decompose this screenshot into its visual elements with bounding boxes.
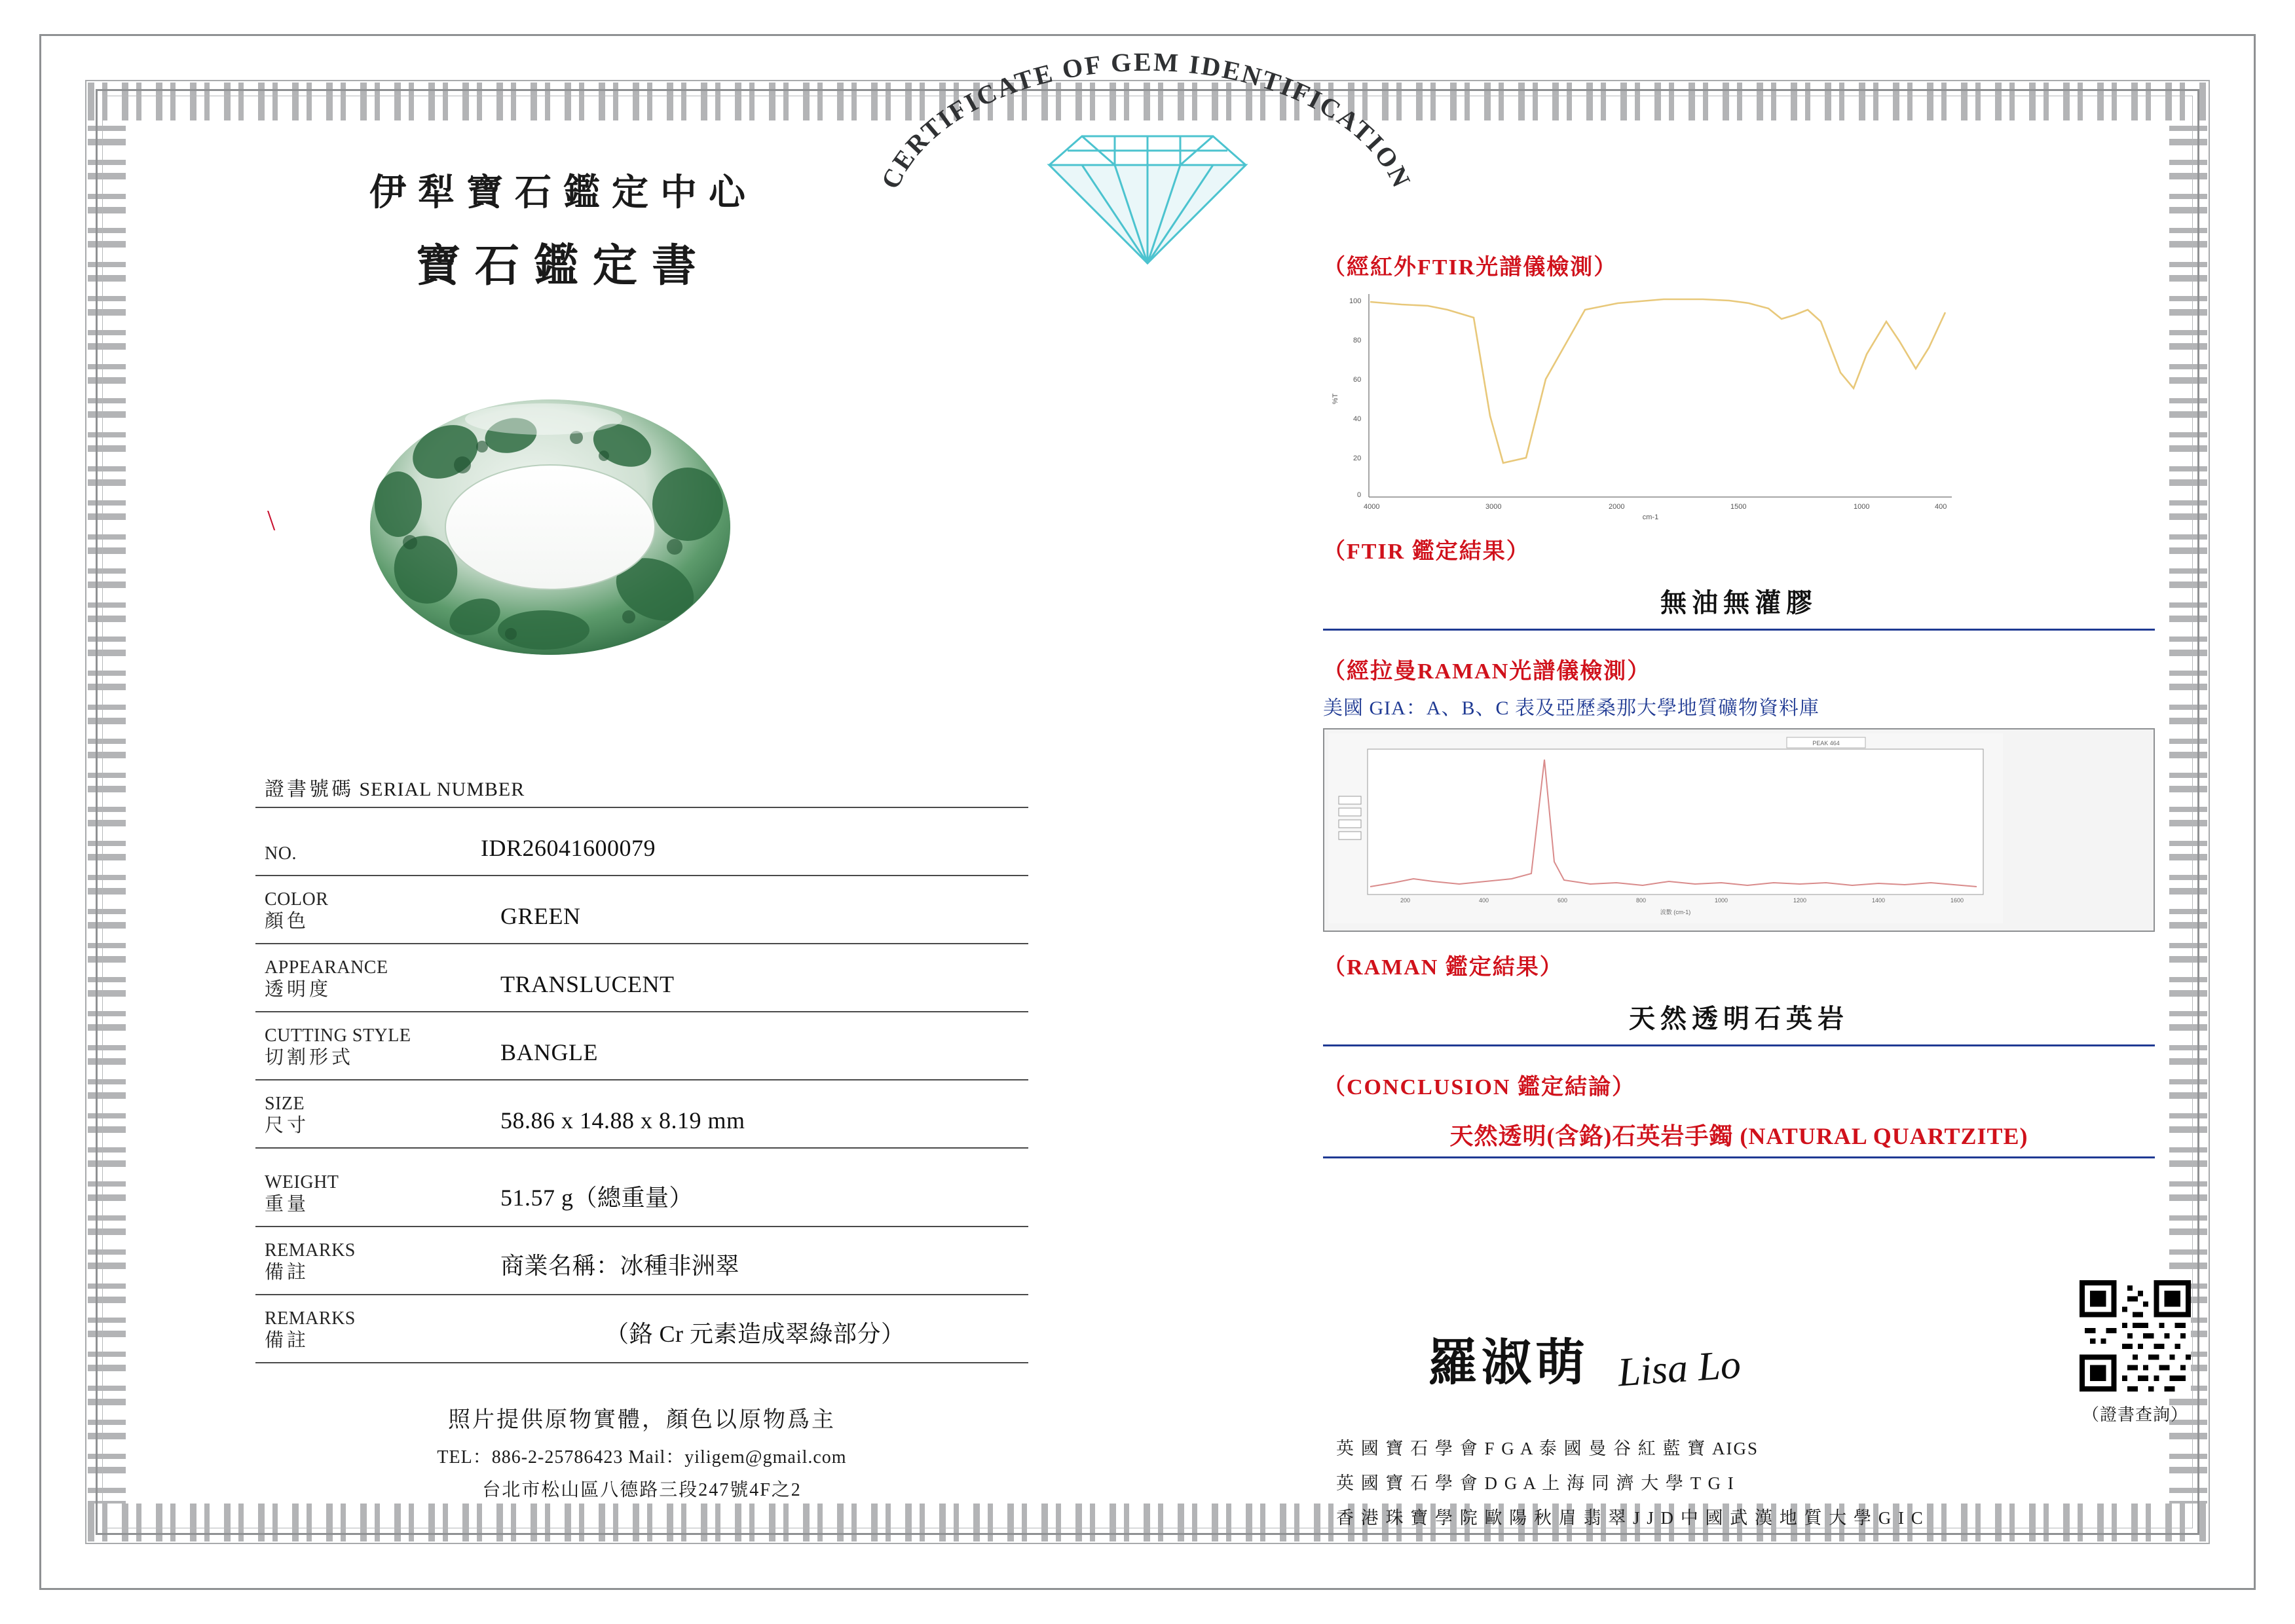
credentials-block — [1336, 1434, 2096, 1538]
ftir-spectrum-chart — [1323, 281, 1978, 530]
ftir-divider — [1323, 629, 2155, 631]
svg-text:400: 400 — [1479, 897, 1489, 904]
svg-text:1200: 1200 — [1793, 897, 1807, 904]
svg-text:1400: 1400 — [1872, 897, 1886, 904]
row-label-cn: 切割形式 — [265, 1046, 354, 1068]
row-value: IDR26041600079 — [481, 835, 656, 861]
svg-text:1000: 1000 — [1715, 897, 1728, 904]
raman-result-title: （RAMAN 鑑定結果） — [1323, 955, 1563, 980]
gem-details-table — [255, 773, 1028, 1363]
signature-chinese: 羅淑萌 — [1428, 1336, 1589, 1391]
svg-text:3000: 3000 — [1485, 503, 1502, 511]
row-label-cn: 重量 — [265, 1193, 310, 1215]
diamond-icon — [1043, 124, 1252, 268]
svg-text:80: 80 — [1353, 337, 1362, 344]
table-row — [255, 1149, 1028, 1227]
svg-text:400: 400 — [1935, 503, 1947, 511]
raman-divider — [1323, 1044, 2155, 1046]
svg-text:2000: 2000 — [1609, 503, 1625, 511]
svg-text:60: 60 — [1353, 376, 1362, 384]
row-label-en: SIZE — [265, 1093, 305, 1114]
certificate-lookup[interactable] — [2070, 1280, 2201, 1426]
analysis-column — [1323, 249, 2155, 1158]
row-label-en: REMARKS — [265, 1308, 356, 1329]
qr-caption: （證書查詢） — [2081, 1405, 2188, 1424]
row-label-en: WEIGHT — [265, 1172, 339, 1192]
table-row — [255, 1295, 1028, 1363]
svg-text:100: 100 — [1349, 297, 1362, 305]
certificate-title-block — [216, 164, 910, 294]
svg-text:cm-1: cm-1 — [1642, 513, 1659, 521]
gem-photo — [347, 373, 753, 688]
credential-line: 英 國 寶 石 學 會 D G A 上 海 同 濟 大 學 T G I — [1336, 1473, 1735, 1493]
svg-text:600: 600 — [1558, 897, 1568, 904]
svg-text:40: 40 — [1353, 415, 1362, 423]
row-label — [255, 843, 481, 871]
row-value: BANGLE — [500, 1039, 598, 1065]
serial-number-header — [255, 773, 1028, 807]
svg-text:1600: 1600 — [1950, 897, 1964, 904]
ftir-result-title: （FTIR 鑑定結果） — [1323, 540, 1530, 564]
row-label — [255, 1025, 481, 1075]
credential-line: 香 港 珠 寶 學 院 歐 陽 秋 眉 翡 翠 J J D 中 國 武 漢 地 質 大 學 G I C — [1336, 1508, 1924, 1528]
svg-text:20: 20 — [1353, 454, 1362, 462]
row-value: 58.86 x 14.88 x 8.19 mm — [500, 1107, 745, 1134]
row-label — [255, 1240, 481, 1290]
certificate-logo — [871, 39, 1421, 275]
document-title: 寶石鑑定書 — [415, 241, 711, 291]
conclusion-divider — [1323, 1156, 2155, 1158]
row-label-en: COLOR — [265, 889, 329, 910]
contact-address: 台北市松山區八德路三段247號4F之2 — [482, 1480, 802, 1500]
row-value: GREEN — [500, 903, 581, 929]
table-row — [255, 1012, 1028, 1080]
row-label — [255, 957, 481, 1007]
row-value: （鉻 Cr 元素造成翠綠部分） — [605, 1321, 905, 1347]
row-label — [255, 1308, 481, 1358]
row-label-en: APPEARANCE — [265, 957, 388, 978]
row-label — [255, 1093, 481, 1143]
lab-name: 伊犁寶石鑑定中心 — [369, 173, 757, 213]
raman-database-note: 美國 GIA：A、B、C 表及亞歷桑那大學地質礦物資料庫 — [1323, 697, 1820, 719]
contact-tel-mail: TEL：886-2-25786423 Mail：yiligem@gmail.com — [437, 1447, 847, 1467]
table-row — [255, 876, 1028, 944]
row-label — [255, 889, 481, 939]
contact-footer — [255, 1401, 1028, 1502]
serial-label-en: SERIAL NUMBER — [359, 779, 525, 800]
conclusion-title: （CONCLUSION 鑑定結論） — [1323, 1075, 1635, 1099]
table-row — [255, 1080, 1028, 1149]
table-row — [255, 944, 1028, 1012]
svg-text:波數 (cm-1): 波數 (cm-1) — [1660, 909, 1691, 915]
photo-red-mark: \ — [267, 504, 276, 536]
svg-text:200: 200 — [1400, 897, 1411, 904]
svg-text:PEAK 464: PEAK 464 — [1812, 740, 1840, 747]
row-label-cn: 備註 — [265, 1261, 310, 1283]
ftir-result-value: 無油無灌膠 — [1660, 588, 1818, 618]
svg-text:1000: 1000 — [1854, 503, 1870, 511]
qr-code-icon[interactable] — [2080, 1280, 2191, 1392]
svg-text:1500: 1500 — [1730, 503, 1747, 511]
row-label-en: NO. — [265, 843, 297, 864]
svg-text:800: 800 — [1636, 897, 1647, 904]
row-label-cn: 尺寸 — [265, 1115, 310, 1136]
raman-spectrum-chart — [1328, 733, 2003, 923]
row-label-cn: 顏色 — [265, 910, 310, 932]
row-value: 商業名稱：冰種非洲翠 — [500, 1253, 740, 1279]
svg-text:0: 0 — [1357, 491, 1362, 499]
row-label-cn: 備註 — [265, 1329, 310, 1351]
row-label-en: CUTTING STYLE — [265, 1025, 411, 1046]
table-row — [255, 808, 1028, 876]
row-label — [255, 1172, 481, 1222]
row-label-en: REMARKS — [265, 1240, 356, 1261]
raman-result-value: 天然透明石英岩 — [1629, 1004, 1849, 1033]
conclusion-value: 天然透明(含鉻)石英岩手鐲 (NATURAL QUARTZITE) — [1449, 1123, 2028, 1149]
photo-disclaimer: 照片提供原物實體，顏色以原物爲主 — [448, 1408, 836, 1432]
serial-label-cn: 證書號碼 — [265, 779, 354, 800]
raman-chart-frame — [1323, 728, 2155, 932]
ftir-section-title: （經紅外FTIR光譜儀檢測） — [1323, 255, 1618, 280]
raman-section-title: （經拉曼RAMAN光譜儀檢測） — [1323, 659, 1651, 684]
row-value: TRANSLUCENT — [500, 971, 675, 997]
signature-english: Lisa Lo — [1616, 1342, 1742, 1395]
row-value: 51.57 g（總重量） — [500, 1185, 694, 1211]
row-label-cn: 透明度 — [265, 978, 332, 1000]
svg-text:4000: 4000 — [1364, 503, 1380, 511]
svg-text:%T: %T — [1332, 393, 1339, 405]
table-row — [255, 1227, 1028, 1295]
credential-line: 英 國 寶 石 學 會 F G A 泰 國 曼 谷 紅 藍 寶 AIGS — [1336, 1439, 1759, 1458]
arc-text: CERTIFICATE OF GEM IDENTIFICATION — [875, 46, 1417, 194]
